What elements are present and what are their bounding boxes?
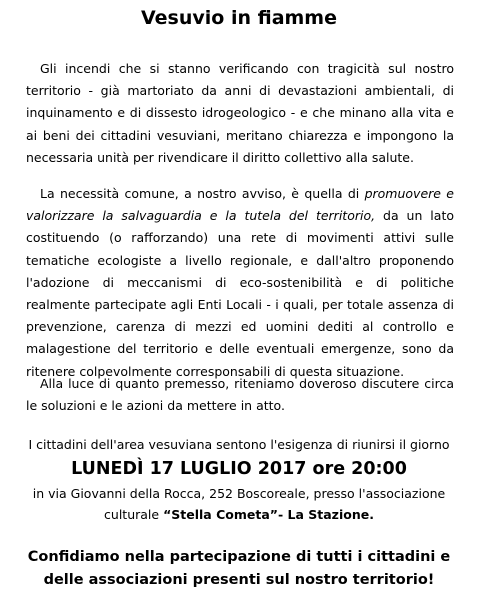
closing-statement [0,546,478,592]
closing-line-2: delle associazioni presenti sul nostro territorio! [43,572,435,588]
event-venue-prefix: culturale [104,507,164,522]
document-title: Vesuvio in fiamme [141,7,337,29]
paragraph-necessita [26,183,454,383]
closing-line-1: Confidiamo nella partecipazione di tutti i cittadini e [27,549,451,565]
event-venue [0,506,478,524]
paragraph-necessita-end: da un lato costituendo (o rafforzando) una rete di movimenti attivi sulle tematiche ecologiste a livello regionale, e dall'altro proponendo l'adozione di meccanismi di eco-sostenibilità e di politiche realmente partecipate agli Enti Locali - i quali, per totale assenza di prevenzione, carenza di mezzi ed uomini dediti al controllo e malagestione del territorio e delle eventuali emergenze, sono da ritenere colpevolmente corresponsabili di questa situazione. [26,208,454,379]
event-address: in via Giovanni della Rocca, 252 Boscoreale, presso l'associazione [32,486,446,501]
paragraph-incendi [26,58,454,169]
paragraph-necessita-start: La necessità comune, a nostro avviso, è quella di [40,186,365,201]
paragraph-premesso [26,373,454,417]
paragraph-incendi-text: Gli incendi che si stanno verificando con tragicità sul nostro territorio - già martoriato da anni di devastazioni ambientali, di inquinamento e di dissesto idrogeologico - e che minano alla vita e ai beni dei cittadini vesuviani, meritano chiarezza e impongono la necessaria unità per rivendicare il diritto collettivo alla salute. [26,61,454,165]
paragraph-necessita-emphasis: promuovere e valorizzare la salvaguardia e la tutela del territorio, [26,186,454,224]
announcement-intro: I cittadini dell'area vesuviana sentono l'esigenza di riunirsi il giorno [28,437,450,452]
association-name: “Stella Cometa”- La Stazione. [163,507,374,522]
paragraph-premesso-text: Alla luce di quanto premesso, riteniamo doveroso discutere circa le soluzioni e le azioni da mettere in atto. [26,376,454,414]
event-date: LUNEDÌ 17 LUGLIO 2017 ore 20:00 [71,459,407,479]
